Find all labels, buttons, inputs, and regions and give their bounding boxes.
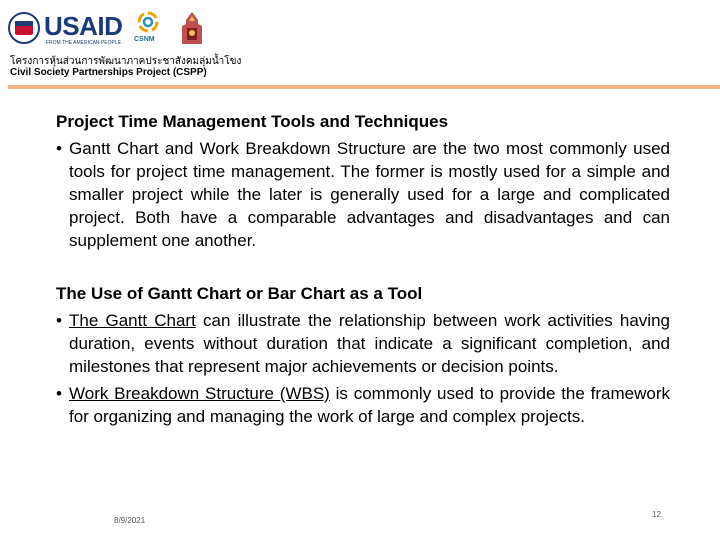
page-number: 12 xyxy=(652,510,661,519)
section-title-tools: Project Time Management Tools and Techniques xyxy=(56,112,449,131)
bullet-marker: • xyxy=(56,384,62,403)
csnm-swirl-icon xyxy=(136,10,160,34)
slide-body xyxy=(56,110,670,428)
university-seal-icon xyxy=(178,10,206,46)
bullet-text: Gantt Chart and Work Breakdown Structure are the two most commonly used tools for project time management. The former is mostly used for a simple and smaller project while the later is generally used for a large and complicated project. Both have a comparable advantages and disadvantages and can supplement one another. xyxy=(69,139,670,250)
csnm-label: CSNM xyxy=(134,36,155,43)
section-title-gantt: The Use of Gantt Chart or Bar Chart as a Tool xyxy=(56,284,423,303)
thai-project-name: โครงการหุ้นส่วนการพัฒนาภาคประชาสังคมลุ่มน้ำโขง xyxy=(10,56,242,67)
bullet-text: can illustrate the relationship between work activities having duration, events without duration that indicate a significant completion, and milestones that represent major achievements or decision points. xyxy=(69,311,670,376)
bullet-text: is commonly used to provide the framework for organizing and managing the work of large and complex projects. xyxy=(69,384,670,426)
header-divider xyxy=(8,85,720,89)
bullet-marker: • xyxy=(56,311,62,330)
footer-date: 8/9/2021 xyxy=(114,516,146,525)
usaid-seal-icon xyxy=(8,12,40,44)
bullet-wbs xyxy=(56,382,670,428)
bullet-tools-overview xyxy=(56,137,670,252)
bullet-gantt-chart xyxy=(56,309,670,378)
wbs-link[interactable]: Work Breakdown Structure (WBS) xyxy=(69,384,330,403)
csnm-logo xyxy=(132,10,166,46)
usaid-tagline: FROM THE AMERICAN PEOPLE xyxy=(46,40,121,46)
usaid-logo xyxy=(8,11,123,46)
bullet-marker: • xyxy=(56,139,62,158)
usaid-wordmark: USAID xyxy=(44,11,123,41)
project-name: Civil Society Partnerships Project (CSPP) xyxy=(10,67,207,78)
gantt-chart-link[interactable]: The Gantt Chart xyxy=(69,311,196,330)
slide-header xyxy=(0,0,720,92)
section-spacer xyxy=(56,252,670,282)
